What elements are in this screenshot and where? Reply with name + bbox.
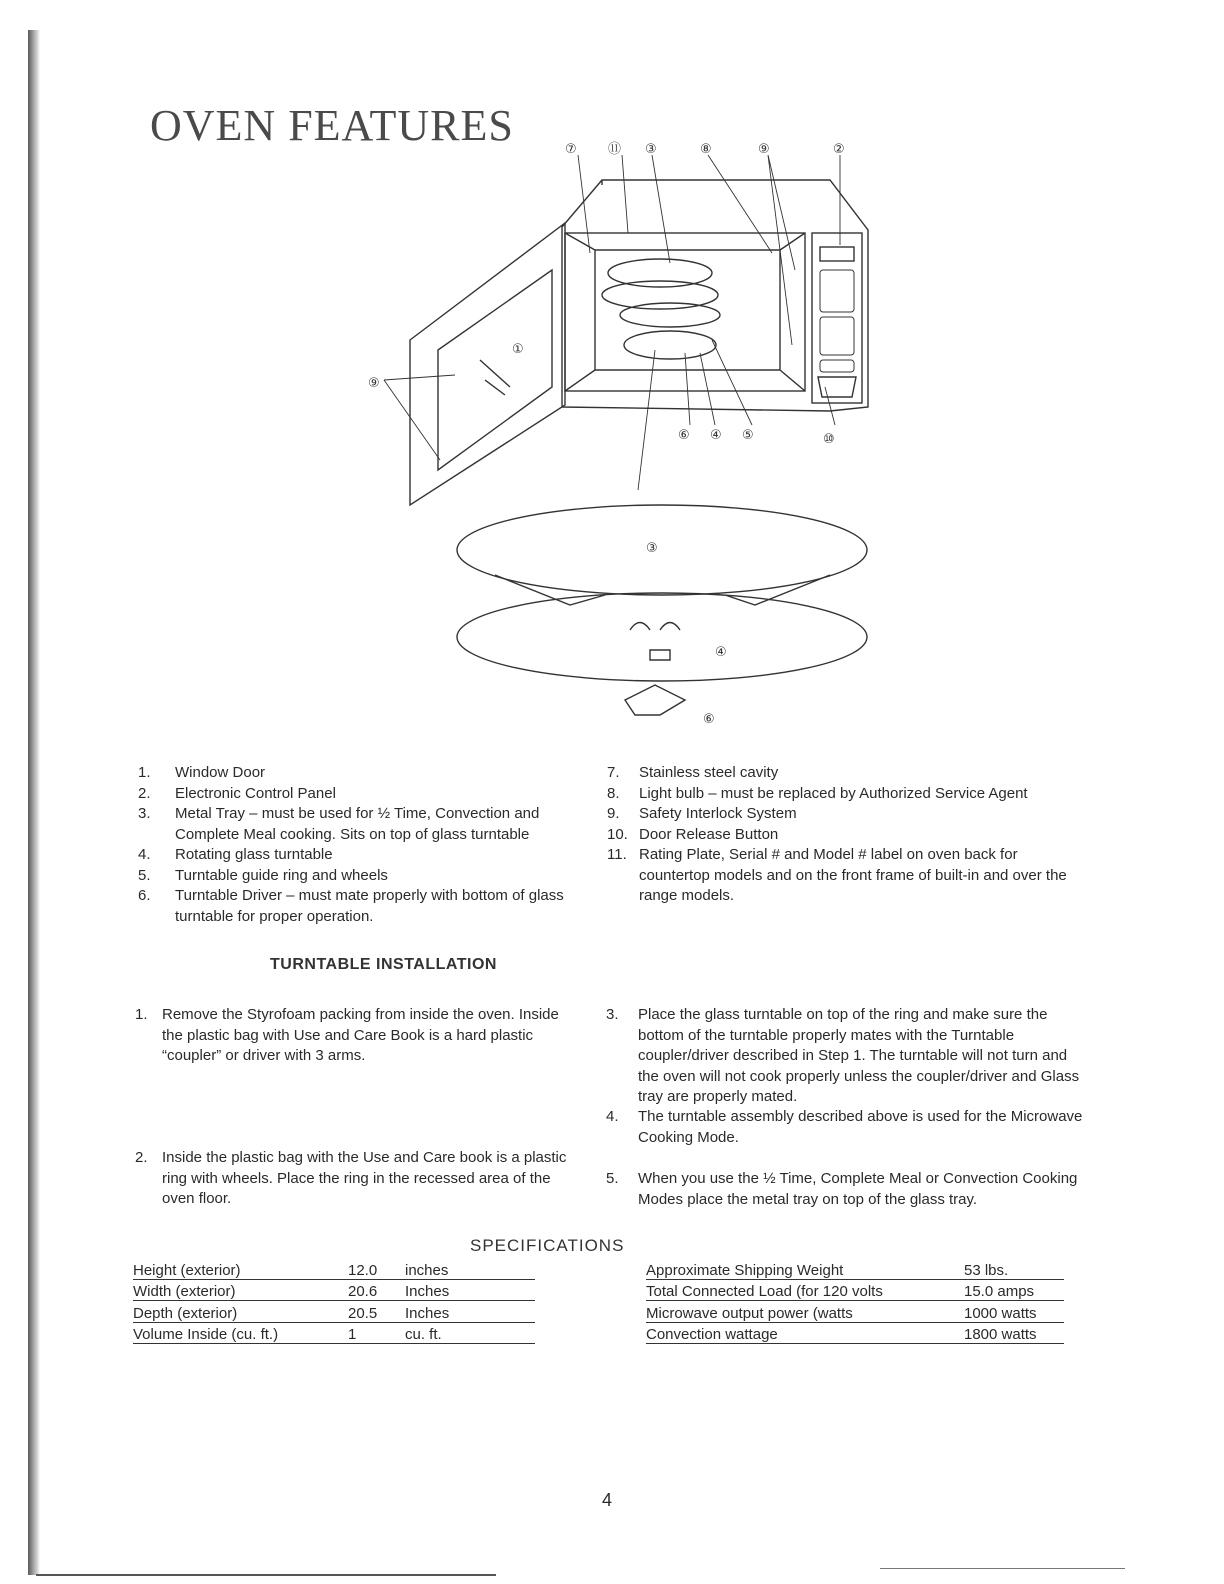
spec-unit: Inches xyxy=(393,1301,535,1323)
installation-step xyxy=(606,1005,1086,1108)
list-item xyxy=(607,784,1087,805)
cavity-depth-lines xyxy=(565,233,805,391)
spec-label: Microwave output power (watts xyxy=(646,1301,964,1323)
spec-value: 15.0 amps xyxy=(964,1279,1064,1301)
callout-10: ⑩ xyxy=(823,432,835,447)
list-item xyxy=(138,763,598,784)
table-row xyxy=(133,1322,535,1344)
spec-value: 20.5 xyxy=(348,1301,393,1323)
features-list-right xyxy=(607,763,1087,907)
spec-value: 53 lbs. xyxy=(964,1258,1064,1279)
door-glare xyxy=(480,360,510,395)
table-row xyxy=(133,1279,535,1301)
specifications-heading: SPECIFICATIONS xyxy=(470,1236,625,1255)
spec-label: Width (exterior) xyxy=(133,1279,348,1301)
spec-label: Convection wattage xyxy=(646,1322,964,1344)
spec-unit: cu. ft. xyxy=(393,1322,535,1344)
callout-2: ② xyxy=(833,142,845,157)
spec-label: Volume Inside (cu. ft.) xyxy=(133,1322,348,1344)
spec-label: Approximate Shipping Weight xyxy=(646,1258,964,1279)
item-number: 10. xyxy=(607,825,628,843)
callout-3-exploded: ③ xyxy=(646,541,658,556)
callout-1: ① xyxy=(512,342,524,357)
step-text: Remove the Styrofoam packing from inside the oven. Inside the plastic bag with Use and Care Book is a hard plastic “coupler” or driver with 3 arms. xyxy=(162,1006,559,1064)
item-number: 9. xyxy=(607,805,620,822)
item-number: 5. xyxy=(138,866,151,884)
table-row xyxy=(133,1258,535,1279)
item-text: Safety Interlock System xyxy=(639,805,797,822)
callout-6-exploded: ⑥ xyxy=(703,712,715,727)
callout-11: ⑪ xyxy=(608,142,622,157)
door-window xyxy=(438,270,552,470)
callout-5: ⑤ xyxy=(742,428,754,443)
turntable-installation-heading: TURNTABLE INSTALLATION xyxy=(270,956,497,973)
spec-value: 1000 watts xyxy=(964,1301,1064,1323)
list-item xyxy=(607,804,1087,825)
driver-inside xyxy=(624,331,716,359)
scan-bottom-line xyxy=(880,1568,1125,1569)
oven-cavity xyxy=(565,233,805,391)
page-title: OVEN FEATURES xyxy=(150,101,514,150)
spec-value: 1 xyxy=(348,1322,393,1344)
item-text: Electronic Control Panel xyxy=(175,784,336,802)
step-text: Place the glass turntable on top of the ring and make sure the bottom of the turntable properly mates with the Turntable coupler/driver described in Step 1. The turntable will not turn and the oven will not cook properly unless the coupler/driver and Glass tray are properly mated. xyxy=(638,1006,1080,1105)
table-row xyxy=(646,1322,1064,1344)
spec-value: 1800 watts xyxy=(964,1322,1064,1344)
item-text: Door Release Button xyxy=(639,825,779,843)
list-item xyxy=(138,866,598,887)
scan-bottom-edge xyxy=(36,1574,496,1576)
callout-7: ⑦ xyxy=(565,142,577,157)
item-text: Turntable guide ring and wheels xyxy=(175,866,388,884)
roller-wheels xyxy=(630,623,680,661)
item-text: Window Door xyxy=(175,764,266,781)
spec-unit: inches xyxy=(393,1258,535,1279)
item-text: Rotating glass turntable xyxy=(175,846,333,863)
control-keypad xyxy=(820,270,854,372)
item-text: Turntable Driver – must mate properly with bottom of glass turntable for proper operation. xyxy=(175,887,564,925)
item-number: 8. xyxy=(607,784,620,802)
item-number: 2. xyxy=(138,784,151,802)
callout-4-exploded: ④ xyxy=(715,645,727,660)
oven-door xyxy=(410,223,565,505)
control-display xyxy=(820,247,854,261)
list-item xyxy=(607,845,1087,907)
specs-table-right xyxy=(646,1258,1064,1344)
item-number: 6. xyxy=(138,887,151,904)
step-number: 5. xyxy=(606,1170,619,1187)
spec-label: Total Connected Load (for 120 volts xyxy=(646,1279,964,1301)
step-number: 3. xyxy=(606,1006,619,1023)
item-text: Light bulb – must be replaced by Authorized Service Agent xyxy=(639,784,1028,802)
item-number: 11. xyxy=(607,846,627,863)
list-item xyxy=(138,886,598,927)
step-number: 2. xyxy=(135,1149,148,1166)
metal-tray-inside xyxy=(608,259,712,287)
callout-9-top: ⑨ xyxy=(758,142,770,157)
leader-lines xyxy=(384,155,840,490)
list-item xyxy=(138,845,598,866)
spec-unit: Inches xyxy=(393,1279,535,1301)
turntable-driver xyxy=(625,685,685,715)
step-text: Inside the plastic bag with the Use and Care book is a plastic ring with wheels. Place the ring in the recessed area of the oven floor. xyxy=(162,1149,567,1207)
step-number: 1. xyxy=(135,1006,148,1023)
callout-4-inside: ④ xyxy=(710,428,722,443)
item-number: 1. xyxy=(138,764,151,781)
table-row xyxy=(133,1301,535,1323)
table-row xyxy=(646,1301,1064,1323)
item-number: 4. xyxy=(138,846,151,863)
table-row xyxy=(646,1258,1064,1279)
installation-step xyxy=(135,1005,575,1067)
oven-diagram xyxy=(340,125,900,745)
guide-ring-inside xyxy=(620,303,720,327)
callout-9-door: ⑨ xyxy=(368,376,380,391)
list-item xyxy=(138,784,598,805)
spec-value: 12.0 xyxy=(348,1258,393,1279)
glass-turntable xyxy=(457,505,867,595)
item-text: Metal Tray – must be used for ½ Time, Convection and Complete Meal cooking. Sits on top of glass turntable xyxy=(175,805,540,843)
page-number: 4 xyxy=(602,1490,613,1510)
features-list-left xyxy=(138,763,598,927)
item-text: Rating Plate, Serial # and Model # label on oven back for countertop models and on the front frame of built-in and over the range models. xyxy=(639,846,1067,904)
installation-step xyxy=(606,1169,1096,1210)
step-text: When you use the ½ Time, Complete Meal or Convection Cooking Modes place the metal tray on top of the glass tray. xyxy=(638,1170,1078,1208)
step-number: 4. xyxy=(606,1108,619,1125)
guide-ring xyxy=(457,593,867,681)
specs-table-left xyxy=(133,1258,535,1344)
callout-6-inside: ⑥ xyxy=(678,428,690,443)
item-text: Stainless steel cavity xyxy=(639,764,779,781)
list-item xyxy=(607,825,1087,846)
table-row xyxy=(646,1279,1064,1301)
callout-3: ③ xyxy=(645,142,657,157)
spec-label: Height (exterior) xyxy=(133,1258,348,1279)
spec-label: Depth (exterior) xyxy=(133,1301,348,1323)
list-item xyxy=(138,804,598,845)
installation-step xyxy=(606,1107,1086,1148)
spec-value: 20.6 xyxy=(348,1279,393,1301)
installation-step xyxy=(135,1148,575,1210)
scan-edge-shadow xyxy=(28,30,40,1575)
callout-8: ⑧ xyxy=(700,142,712,157)
list-item xyxy=(607,763,1087,784)
item-number: 3. xyxy=(138,805,151,822)
step-text: The turntable assembly described above is used for the Microwave Cooking Mode. xyxy=(638,1108,1083,1146)
door-release-button xyxy=(818,377,856,397)
item-number: 7. xyxy=(607,764,620,781)
